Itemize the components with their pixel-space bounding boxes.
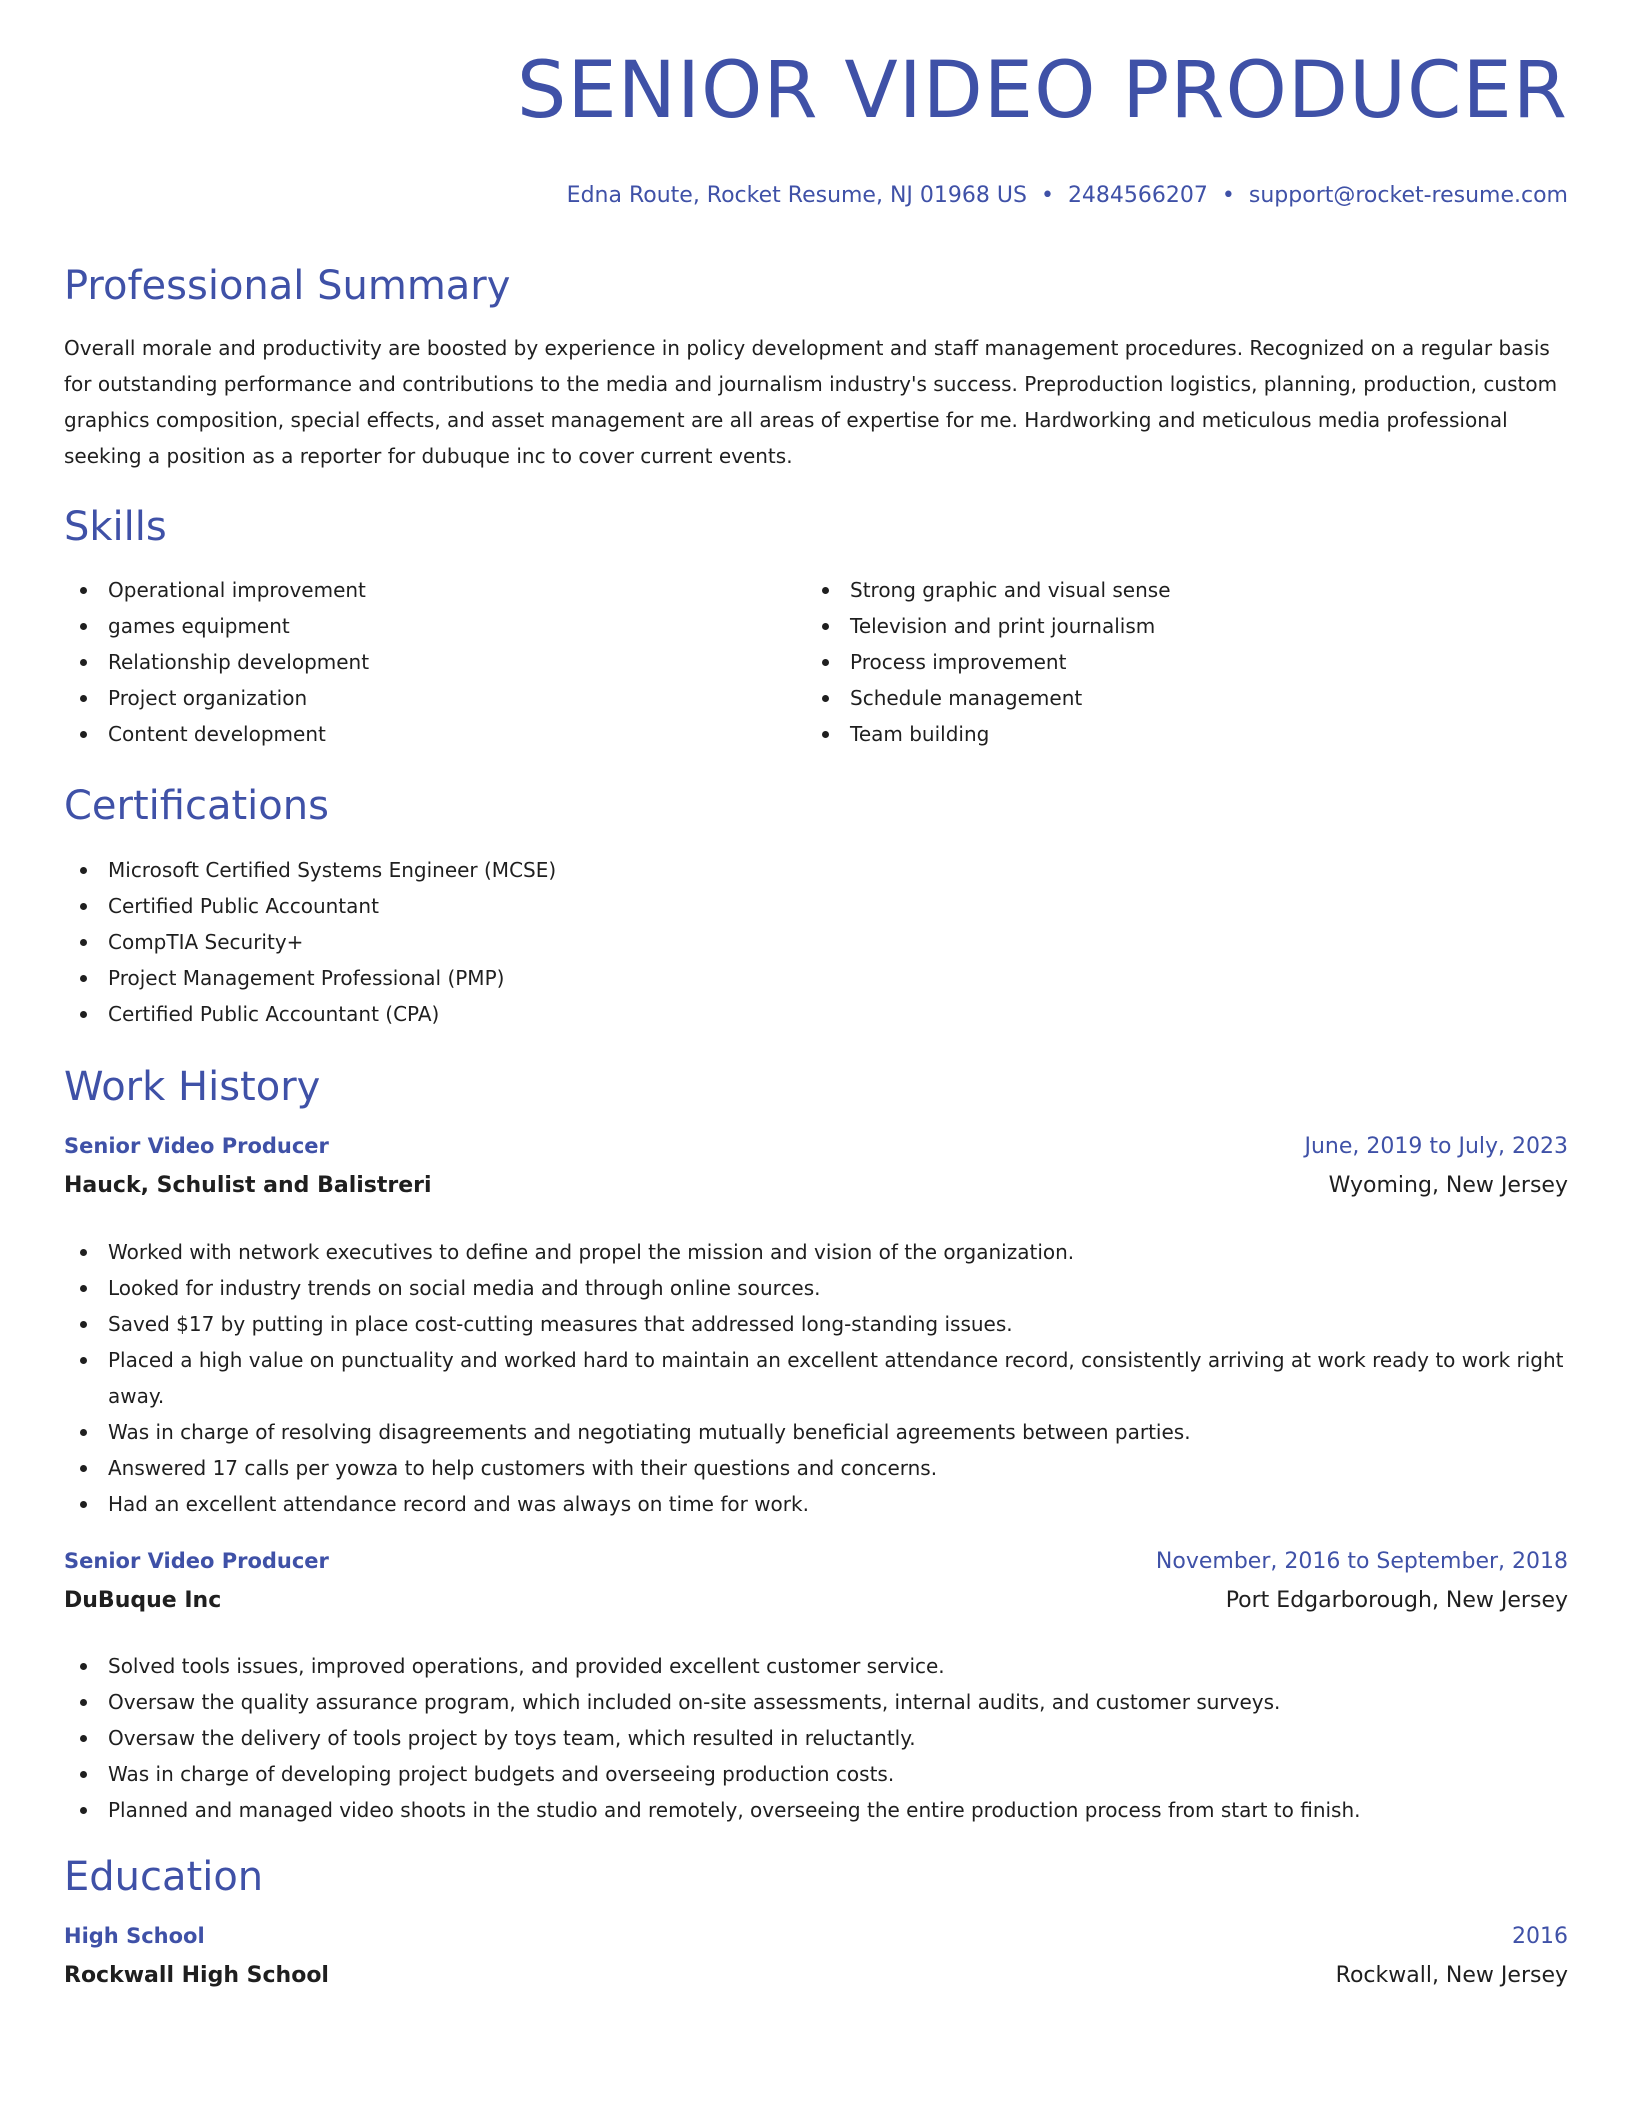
- skill-item: Process improvement: [806, 644, 1566, 680]
- job-company: DuBuque Inc: [64, 1588, 222, 1613]
- job-bullet: Saved $17 by putting in place cost-cutting measures that addressed long-standing issues.: [64, 1306, 1568, 1342]
- job-header: [64, 1549, 1568, 1581]
- skill-item: games equipment: [64, 608, 784, 644]
- skills-heading: Skills: [64, 504, 167, 550]
- certification-item: Certified Public Accountant: [64, 888, 1568, 924]
- certification-item: CompTIA Security+: [64, 924, 1568, 960]
- skill-item: Team building: [806, 716, 1566, 752]
- job-location: Wyoming, New Jersey: [1328, 1173, 1568, 1198]
- job-title: Senior Video Producer: [64, 1134, 329, 1158]
- skill-item: Content development: [64, 716, 784, 752]
- job-location: Port Edgarborough, New Jersey: [1225, 1588, 1568, 1613]
- summary-text: Overall morale and productivity are boosted by experience in policy development and staff management procedures. Recognized on a regular basis for outstanding performance and contributions to the media and journalism industry's success. Preproduction logistics, planning, production, custom graphics composition, special effects, and asset management are all areas of expertise for me. Hardworking and meticulous media professional seeking a position as a reporter for dubuque inc to cover current events.: [64, 336, 1558, 468]
- job-title: Senior Video Producer: [64, 1549, 329, 1573]
- skills-list-left: [64, 572, 784, 752]
- education-subheader: [64, 1963, 1568, 1995]
- resume-page: [64, 0, 1568, 2112]
- job-bullet: Was in charge of developing project budgets and overseeing production costs.: [64, 1756, 1568, 1792]
- job-subheader: [64, 1173, 1568, 1205]
- contact-line: [567, 183, 1568, 209]
- job-bullet: Answered 17 calls per yowza to help customers with their questions and concerns.: [64, 1450, 1568, 1486]
- skills-list-right: [806, 572, 1566, 752]
- skill-item: Project organization: [64, 680, 784, 716]
- certification-item: Certified Public Accountant (CPA): [64, 996, 1568, 1032]
- education-year: 2016: [1512, 1924, 1568, 1949]
- job-bullets: [64, 1648, 1568, 1828]
- skill-item: Strong graphic and visual sense: [806, 572, 1566, 608]
- job-dates: November, 2016 to September, 2018: [1155, 1549, 1568, 1574]
- job-bullet: Worked with network executives to define and propel the mission and vision of the organization.: [64, 1234, 1568, 1270]
- separator-dot: •: [1040, 183, 1054, 208]
- contact-email[interactable]: support@rocket-resume.com: [1248, 183, 1568, 208]
- separator-dot: •: [1221, 183, 1235, 208]
- education-header: [64, 1924, 1568, 1956]
- job-bullets: [64, 1234, 1568, 1522]
- job-bullet: Placed a high value on punctuality and worked hard to maintain an excellent attendance record, consistently arriving at work ready to work right away.: [64, 1342, 1568, 1414]
- education-school: Rockwall High School: [64, 1963, 329, 1988]
- certifications-list: [64, 852, 1568, 1032]
- job-bullet: Had an excellent attendance record and was always on time for work.: [64, 1486, 1568, 1522]
- job-bullet: Oversaw the delivery of tools project by toys team, which resulted in reluctantly.: [64, 1720, 1568, 1756]
- contact-address: Edna Route, Rocket Resume, NJ 01968 US: [566, 183, 1027, 208]
- skill-item: Operational improvement: [64, 572, 784, 608]
- certification-item: Project Management Professional (PMP): [64, 960, 1568, 996]
- education-degree: High School: [64, 1924, 205, 1948]
- contact-phone[interactable]: 2484566207: [1067, 183, 1208, 208]
- job-bullet: Was in charge of resolving disagreements and negotiating mutually beneficial agreements between parties.: [64, 1414, 1568, 1450]
- job-bullet: Looked for industry trends on social media and through online sources.: [64, 1270, 1568, 1306]
- job-dates: June, 2019 to July, 2023: [1304, 1134, 1568, 1159]
- skill-item: Schedule management: [806, 680, 1566, 716]
- job-header: [64, 1134, 1568, 1166]
- work-history-heading: Work History: [64, 1064, 321, 1110]
- job-bullet: Oversaw the quality assurance program, which included on-site assessments, internal audits, and customer surveys.: [64, 1684, 1568, 1720]
- skill-item: Television and print journalism: [806, 608, 1566, 644]
- certifications-heading: Certifications: [64, 783, 329, 829]
- job-bullet: Solved tools issues, improved operations, and provided excellent customer service.: [64, 1648, 1568, 1684]
- job-company: Hauck, Schulist and Balistreri: [64, 1173, 432, 1198]
- education-heading: Education: [64, 1854, 264, 1900]
- resume-title: SENIOR VIDEO PRODUCER: [516, 46, 1568, 136]
- summary-heading: Professional Summary: [64, 263, 511, 309]
- education-location: Rockwall, New Jersey: [1335, 1963, 1568, 1988]
- certification-item: Microsoft Certified Systems Engineer (MCSE): [64, 852, 1568, 888]
- job-bullet: Planned and managed video shoots in the studio and remotely, overseeing the entire production process from start to finish.: [64, 1792, 1568, 1828]
- job-subheader: [64, 1588, 1568, 1620]
- skill-item: Relationship development: [64, 644, 784, 680]
